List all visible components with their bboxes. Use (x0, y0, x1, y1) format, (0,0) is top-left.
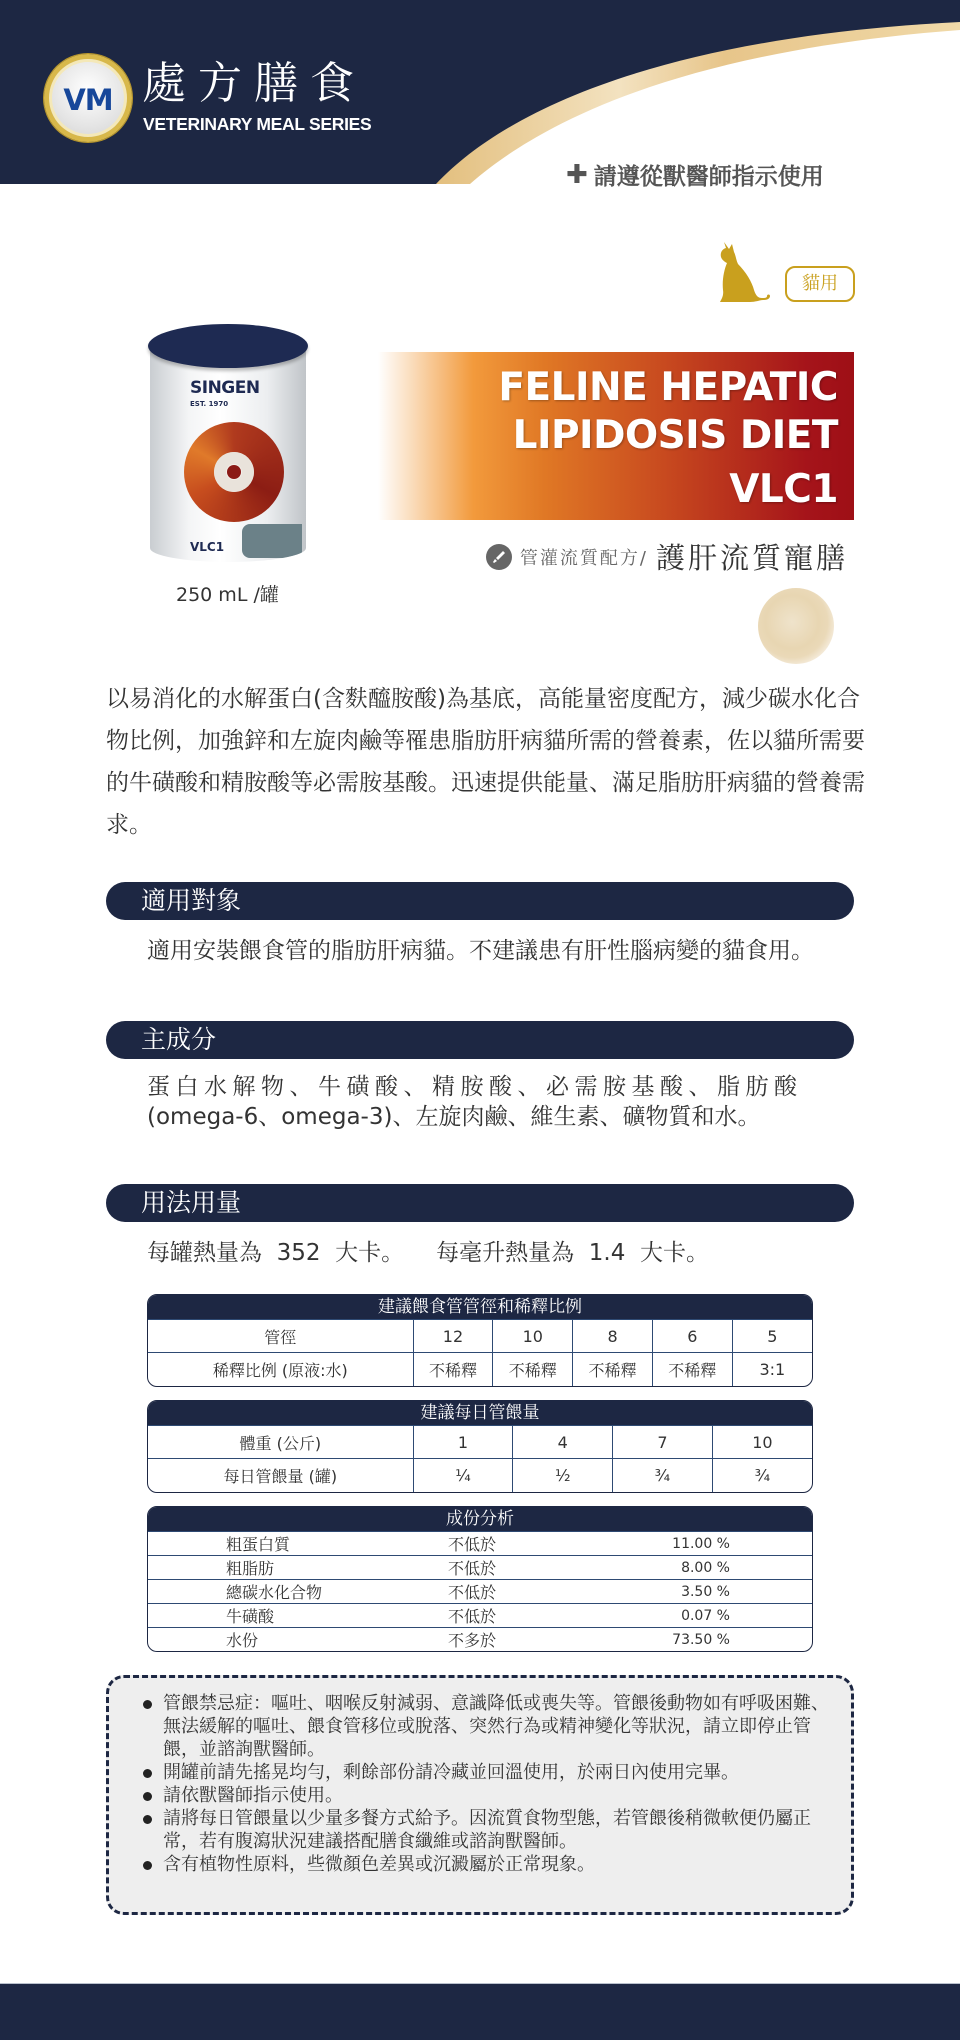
table-cell: ¼ (413, 1459, 513, 1492)
table-row (148, 1320, 812, 1353)
row-label: 體重 (公斤) (148, 1426, 413, 1459)
nutrient-value: 73.50 % (584, 1628, 812, 1652)
species-badge: 貓用 (785, 266, 855, 302)
nutrient-name: 牛磺酸 (148, 1604, 448, 1628)
nutrient-value: 3.50 % (584, 1580, 812, 1604)
precautions-box (106, 1675, 854, 1915)
table-cell: 10 (712, 1426, 812, 1459)
analysis-table-title: 成份分析 (148, 1507, 812, 1531)
vet-instruction-notice (566, 158, 824, 191)
table-row (148, 1556, 812, 1580)
footer-bar (0, 1983, 960, 2040)
row-label: 稀釋比例 (原液:水) (148, 1353, 413, 1386)
section-title-target: 適用對象 (141, 886, 242, 915)
table-cell: ½ (513, 1459, 613, 1492)
daily-feeding-table (147, 1400, 813, 1493)
title-line-1: FELINE HEPATIC (498, 365, 838, 410)
ingredients-line-2: (omega-6、omega-3)、左旋肉鹼、維生素、礦物質和水。 (147, 1104, 761, 1130)
nutrient-name: 總碳水化合物 (148, 1580, 448, 1604)
nutrient-value: 8.00 % (584, 1556, 812, 1580)
target-description: 適用安裝餵食管的脂肪肝病貓。不建議患有肝性腦病變的貓食用。 (147, 938, 814, 964)
table-row (148, 1580, 812, 1604)
feeding-tube-icon (486, 544, 512, 570)
table-cell: 6 (652, 1320, 732, 1353)
subtitle-name: 護肝流質寵膳 (655, 541, 848, 575)
table-cell: 1 (413, 1426, 513, 1459)
row-label: 每日管餵量 (罐) (148, 1459, 413, 1492)
calories-per-ml: 每毫升熱量為 1.4 大卡。 (436, 1240, 709, 1266)
can-graphic-core (227, 465, 241, 479)
precaution-item: 管餵禁忌症：嘔吐、咽喉反射減弱、意識降低或喪失等。管餵後動物如有呼吸困難、無法緩解的嘔吐、餵食管移位或脫落、突然行為或精神變化等狀況，請立即停止管餵，並諮詢獸醫師。 (143, 1692, 831, 1761)
calories-per-can: 每罐熱量為 352 大卡。 (147, 1240, 405, 1266)
ingredients-line-1: 蛋白水解物、牛磺酸、精胺酸、必需胺基酸、脂肪酸 (147, 1074, 803, 1100)
cat-silhouette-icon (710, 238, 776, 304)
product-size: 250 mL /罐 (176, 584, 279, 606)
can-brand-text: SINGEN (190, 378, 260, 398)
product-subtitle (486, 536, 848, 577)
nutrient-name: 水份 (148, 1628, 448, 1652)
calorie-info (147, 1238, 827, 1268)
nutrient-name: 粗脂肪 (148, 1556, 448, 1580)
ingredients-description (147, 1072, 827, 1132)
table-cell: 4 (513, 1426, 613, 1459)
brand-title-en: VETERINARY MEAL SERIES (143, 114, 372, 134)
nutrient-value: 0.07 % (584, 1604, 812, 1628)
precaution-item: 請依獸醫師指示使用。 (143, 1784, 831, 1807)
row-label: 管徑 (148, 1320, 413, 1353)
precaution-item: 開罐前請先搖晃均勻，剩餘部份請冷藏並回溫使用，於兩日內使用完畢。 (143, 1761, 831, 1784)
daily-feeding-table-title: 建議每日管餵量 (148, 1401, 812, 1425)
title-line-2: LIPIDOSIS DIET (512, 413, 838, 458)
nutrient-name: 粗蛋白質 (148, 1532, 448, 1556)
section-header-ingredients (106, 1021, 854, 1059)
table-cell: 不稀釋 (573, 1353, 653, 1386)
table-row (148, 1604, 812, 1628)
table-cell: 10 (493, 1320, 573, 1353)
table-row (148, 1459, 812, 1492)
table-row (148, 1628, 812, 1652)
tube-dilution-table (147, 1294, 813, 1387)
section-title-usage: 用法用量 (141, 1188, 242, 1217)
table-cell: 不稀釋 (493, 1353, 573, 1386)
table-row (148, 1532, 812, 1556)
table-cell: ¾ (712, 1459, 812, 1492)
table-cell: 3:1 (732, 1353, 812, 1386)
nutrient-value: 11.00 % (584, 1532, 812, 1556)
can-est-text: EST. 1970 (190, 400, 229, 408)
can-info-label (242, 524, 302, 558)
table-cell: 不稀釋 (652, 1353, 732, 1386)
precaution-item: 含有植物性原料，些微顏色差異或沉澱屬於正常現象。 (143, 1853, 831, 1876)
vm-logo-badge (44, 54, 132, 142)
precaution-item: 請將每日管餵量以少量多餐方式給予。因流質食物型態，若管餵後稍微軟便仍屬正常，若有腹瀉狀況建議搭配膳食纖維或諮詢獸醫師。 (143, 1807, 831, 1853)
table-cell: 12 (413, 1320, 493, 1353)
section-header-target (106, 882, 854, 920)
product-intro-paragraph: 以易消化的水解蛋白(含麩醯胺酸)為基底，高能量密度配方，減少碳水化合物比例，加強鋅和左旋肉鹼等罹患脂肪肝病貓所需的營養素，佐以貓所需要的牛磺酸和精胺酸等必需胺基酸。迅速提供能量、滿足脂肪肝病貓的營養需求。 (106, 686, 865, 838)
table-row (148, 1353, 812, 1386)
subtitle-type: 管灌流質配方/ (519, 547, 648, 569)
nutrient-condition: 不低於 (448, 1532, 584, 1556)
table-cell: ¾ (613, 1459, 713, 1492)
title-line-3: VLC1 (729, 467, 838, 512)
nutrient-condition: 不低於 (448, 1580, 584, 1604)
nutrient-condition: 不低於 (448, 1556, 584, 1580)
product-can-image (146, 324, 310, 564)
table-row (148, 1426, 812, 1459)
product-title-banner (378, 352, 854, 520)
vet-notice-text: 請遵從獸醫師指示使用 (593, 164, 824, 190)
table-cell: 7 (613, 1426, 713, 1459)
nutrient-condition: 不低於 (448, 1604, 584, 1628)
section-title-ingredients: 主成分 (141, 1025, 217, 1054)
section-header-usage (106, 1184, 854, 1222)
table-cell: 5 (732, 1320, 812, 1353)
liquid-food-sample-image (758, 588, 834, 664)
can-body (150, 342, 306, 562)
table-cell: 8 (573, 1320, 653, 1353)
can-lid (148, 324, 308, 368)
brand-title-zh: 處方膳食 (142, 58, 366, 109)
table-cell: 不稀釋 (413, 1353, 493, 1386)
nutrient-analysis-table (147, 1506, 813, 1652)
tube-dilution-table-title: 建議餵食管管徑和稀釋比例 (148, 1295, 812, 1319)
header-banner (0, 0, 960, 184)
can-code-text: VLC1 (190, 540, 225, 554)
plus-icon: ✚ (566, 159, 588, 190)
logo-mark-text: VM (63, 83, 113, 117)
nutrient-condition: 不多於 (448, 1628, 584, 1652)
